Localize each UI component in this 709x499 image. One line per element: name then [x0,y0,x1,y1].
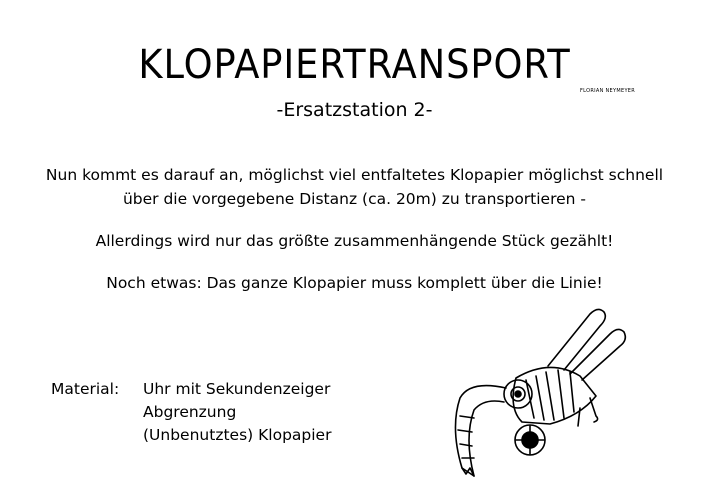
note-paragraph: Noch etwas: Das ganze Klopapier muss komplett über die Linie! [106,274,603,292]
instruction-paragraph [0,163,709,211]
material-item: Abgrenzung [143,403,237,421]
page-title: KLOPAPIERTRANSPORT [138,42,571,88]
page-subtitle: -Ersatzstation 2- [276,99,433,121]
material-item: (Unbenutztes) Klopapier [143,426,332,444]
toilet-paper-wheelbarrow-icon [430,298,640,488]
instruction-line: Nun kommt es darauf an, möglichst viel entfaltetes Klopapier möglichst schnell [45,166,664,184]
rule-paragraph: Allerdings wird nur das größte zusammenhängende Stück gezählt! [95,232,614,250]
material-item: Uhr mit Sekundenzeiger [143,380,331,398]
author-credit: FLORIAN NEYMEYER [580,88,636,94]
instruction-line: über die vorgegebene Distanz (ca. 20m) zu transportieren - [122,190,587,208]
material-label: Material: [51,380,120,398]
